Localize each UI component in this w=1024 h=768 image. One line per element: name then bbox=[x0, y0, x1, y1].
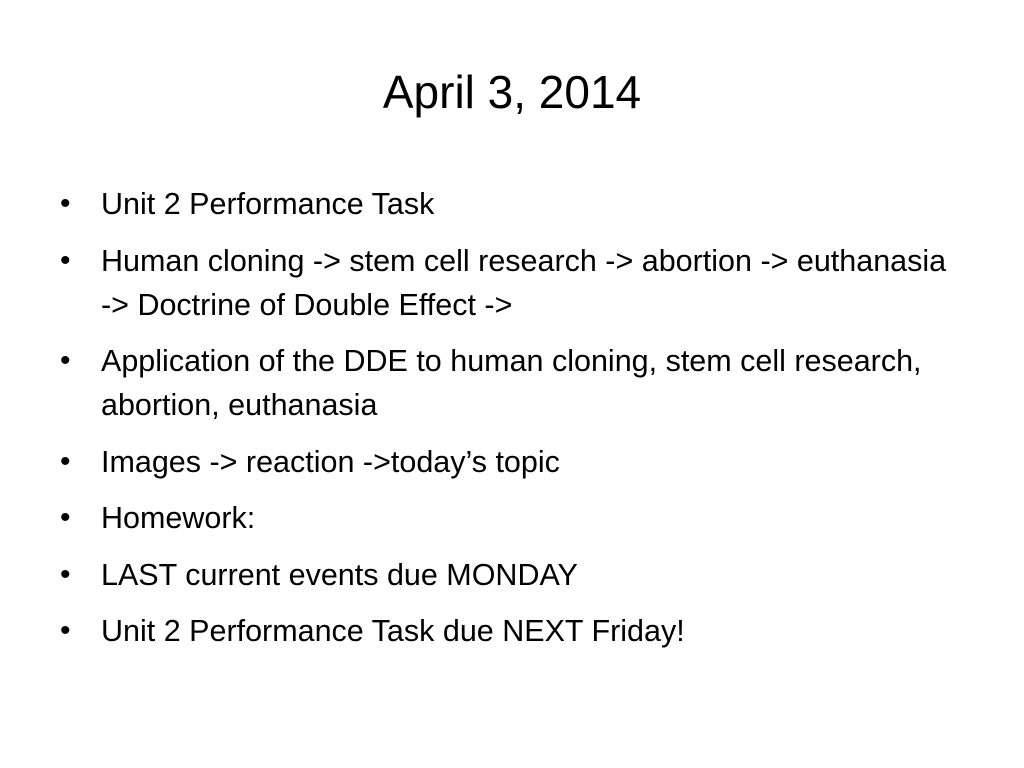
bullet-item bbox=[58, 496, 958, 540]
bullet-icon: • bbox=[60, 444, 71, 478]
bullet-item bbox=[58, 339, 958, 427]
bullet-item bbox=[58, 239, 958, 327]
bullet-icon: • bbox=[60, 344, 71, 377]
bullet-text: Homework: bbox=[101, 501, 256, 535]
bullet-item bbox=[58, 440, 958, 484]
bullet-icon: • bbox=[60, 187, 71, 220]
bullet-list bbox=[58, 182, 958, 666]
bullet-icon: • bbox=[60, 501, 71, 534]
bullet-item bbox=[58, 553, 958, 597]
bullet-item bbox=[58, 182, 958, 226]
bullet-text: Human cloning -> stem cell research -> abortion -> euthanasia -> Doctrine of Double Effect -> bbox=[101, 243, 947, 322]
bullet-text: Unit 2 Performance Task bbox=[101, 187, 435, 221]
bullet-icon: • bbox=[60, 243, 71, 277]
bullet-item bbox=[58, 609, 958, 653]
bullet-icon: • bbox=[60, 557, 71, 591]
slide-title: April 3, 2014 bbox=[382, 66, 642, 118]
bullet-text: LAST current events due MONDAY bbox=[101, 557, 578, 592]
bullet-text: Unit 2 Performance Task due NEXT Friday! bbox=[101, 614, 685, 648]
bullet-icon: • bbox=[60, 614, 71, 647]
bullet-text: Images -> reaction ->today’s topic bbox=[101, 444, 560, 479]
bullet-text: Application of the DDE to human cloning, stem cell research, abortion, euthanasia bbox=[101, 344, 922, 422]
